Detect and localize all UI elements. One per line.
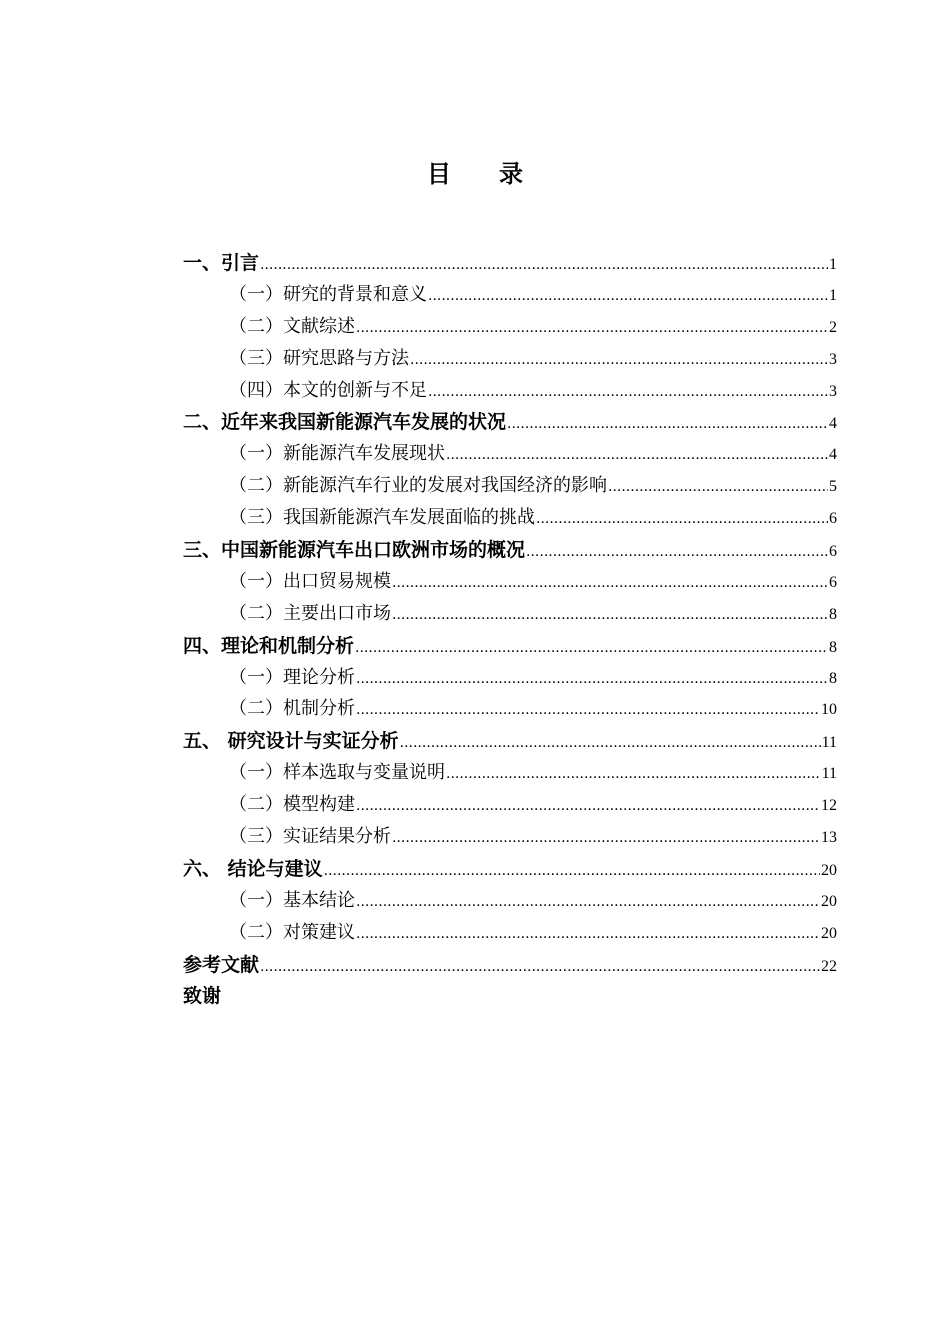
dot-leader <box>536 511 828 527</box>
dot-leader <box>260 959 820 975</box>
toc-page-number: 4 <box>829 446 837 464</box>
toc-section-entry[interactable] <box>183 376 837 408</box>
toc-entry-label: 三、中国新能源汽车出口欧洲市场的概况 <box>183 539 526 562</box>
dot-leader <box>356 926 820 942</box>
title-char-1: 目 <box>427 160 451 188</box>
toc-page-number: 1 <box>829 286 837 304</box>
dot-leader <box>260 257 828 273</box>
toc-entry-label: （三）实证结果分析 <box>229 826 391 848</box>
toc-chapter-entry[interactable] <box>183 981 837 1013</box>
dot-leader <box>428 384 828 400</box>
toc-page-number: 2 <box>829 318 837 336</box>
dot-leader <box>428 288 828 304</box>
toc-entry-label: （一）出口贸易规模 <box>229 570 391 592</box>
toc-page-number: 10 <box>821 701 837 719</box>
toc-page-number: 20 <box>821 861 837 879</box>
toc-section-entry[interactable] <box>183 790 837 822</box>
toc-page-number: 5 <box>829 478 837 496</box>
toc-page-number: 3 <box>829 350 837 368</box>
toc-entry-label: （二）主要出口市场 <box>229 602 391 624</box>
toc-entry-label: （三）我国新能源汽车发展面临的挑战 <box>229 507 535 529</box>
toc-page-number: 11 <box>821 734 837 752</box>
dot-leader <box>392 830 820 846</box>
toc-entry-label: （二）模型构建 <box>229 794 355 816</box>
toc-entry-label: 致谢 <box>183 985 222 1008</box>
toc-entry-label: 参考文献 <box>183 953 260 976</box>
dot-leader <box>392 607 828 623</box>
toc-entry-label: （四）本文的创新与不足 <box>229 379 427 401</box>
toc-page-number: 6 <box>829 543 837 561</box>
dot-leader <box>526 544 828 560</box>
toc-page-number: 8 <box>829 638 837 656</box>
toc-chapter-entry[interactable] <box>183 407 837 439</box>
dot-leader <box>355 640 828 656</box>
dot-leader <box>608 479 828 495</box>
toc-entry-label: （一）理论分析 <box>229 666 355 688</box>
toc-entry-label: （二）机制分析 <box>229 698 355 720</box>
toc-page-number: 8 <box>829 669 837 687</box>
toc-page-number: 6 <box>829 510 837 528</box>
toc-section-entry[interactable] <box>183 918 837 950</box>
toc-chapter-entry[interactable] <box>183 535 837 567</box>
toc-section-entry[interactable] <box>183 280 837 312</box>
toc-page-number: 12 <box>821 797 837 815</box>
toc-section-entry[interactable] <box>183 439 837 471</box>
toc-chapter-entry[interactable] <box>183 631 837 663</box>
toc-entry-label: 六、 结论与建议 <box>183 857 323 880</box>
toc-section-entry[interactable] <box>183 599 837 631</box>
dot-leader <box>446 447 828 463</box>
toc-entry-label: 四、理论和机制分析 <box>183 634 355 657</box>
toc-page-number: 6 <box>829 573 837 591</box>
toc-chapter-entry[interactable] <box>183 726 837 758</box>
dot-leader <box>356 702 820 718</box>
dot-leader <box>356 671 828 687</box>
toc-section-entry[interactable] <box>183 886 837 918</box>
toc-section-entry[interactable] <box>183 344 837 376</box>
toc-section-entry[interactable] <box>183 312 837 344</box>
dot-leader <box>410 352 828 368</box>
toc-page-number: 4 <box>829 415 837 433</box>
toc-entry-label: （二）文献综述 <box>229 315 355 337</box>
dot-leader <box>356 894 820 910</box>
toc-entry-label: 二、近年来我国新能源汽车发展的状况 <box>183 411 507 434</box>
toc-entry-label: （二）对策建议 <box>229 921 355 943</box>
toc-page-number: 11 <box>821 765 837 783</box>
dot-leader <box>356 320 828 336</box>
toc-page-number: 13 <box>821 829 837 847</box>
toc-page-number: 20 <box>821 892 837 910</box>
toc-entry-label: （一）基本结论 <box>229 889 355 911</box>
toc-page-number: 8 <box>829 605 837 623</box>
toc-entry-label: 一、引言 <box>183 252 260 274</box>
toc-section-entry[interactable] <box>183 663 837 695</box>
dot-leader <box>392 575 828 591</box>
toc-section-entry[interactable] <box>183 567 837 599</box>
toc-page-number: 22 <box>821 957 837 975</box>
toc-section-entry[interactable] <box>183 694 837 726</box>
toc-entry-label: （一）样本选取与变量说明 <box>229 762 445 784</box>
toc-section-entry[interactable] <box>183 503 837 535</box>
toc-section-entry[interactable] <box>183 822 837 854</box>
toc-chapter-entry[interactable] <box>183 248 837 280</box>
table-of-contents <box>183 248 837 1013</box>
dot-leader <box>356 798 820 814</box>
title-char-2: 录 <box>499 160 523 188</box>
toc-entry-label: （二）新能源汽车行业的发展对我国经济的影响 <box>229 475 607 497</box>
toc-entry-label: （三）研究思路与方法 <box>229 347 409 369</box>
dot-leader <box>400 735 821 751</box>
toc-page-number: 20 <box>821 924 837 942</box>
toc-section-entry[interactable] <box>183 758 837 790</box>
dot-leader <box>507 416 828 432</box>
toc-entry-label: （一）新能源汽车发展现状 <box>229 443 445 465</box>
toc-chapter-entry[interactable] <box>183 854 837 886</box>
dot-leader <box>324 863 820 879</box>
dot-leader <box>446 766 821 782</box>
toc-entry-label: （一）研究的背景和意义 <box>229 283 427 305</box>
page-title <box>0 158 950 190</box>
toc-page-number: 1 <box>829 256 837 273</box>
toc-entry-label: 五、 研究设计与实证分析 <box>183 730 399 753</box>
toc-chapter-entry[interactable] <box>183 950 837 982</box>
toc-page-number: 3 <box>829 382 837 400</box>
toc-section-entry[interactable] <box>183 471 837 503</box>
